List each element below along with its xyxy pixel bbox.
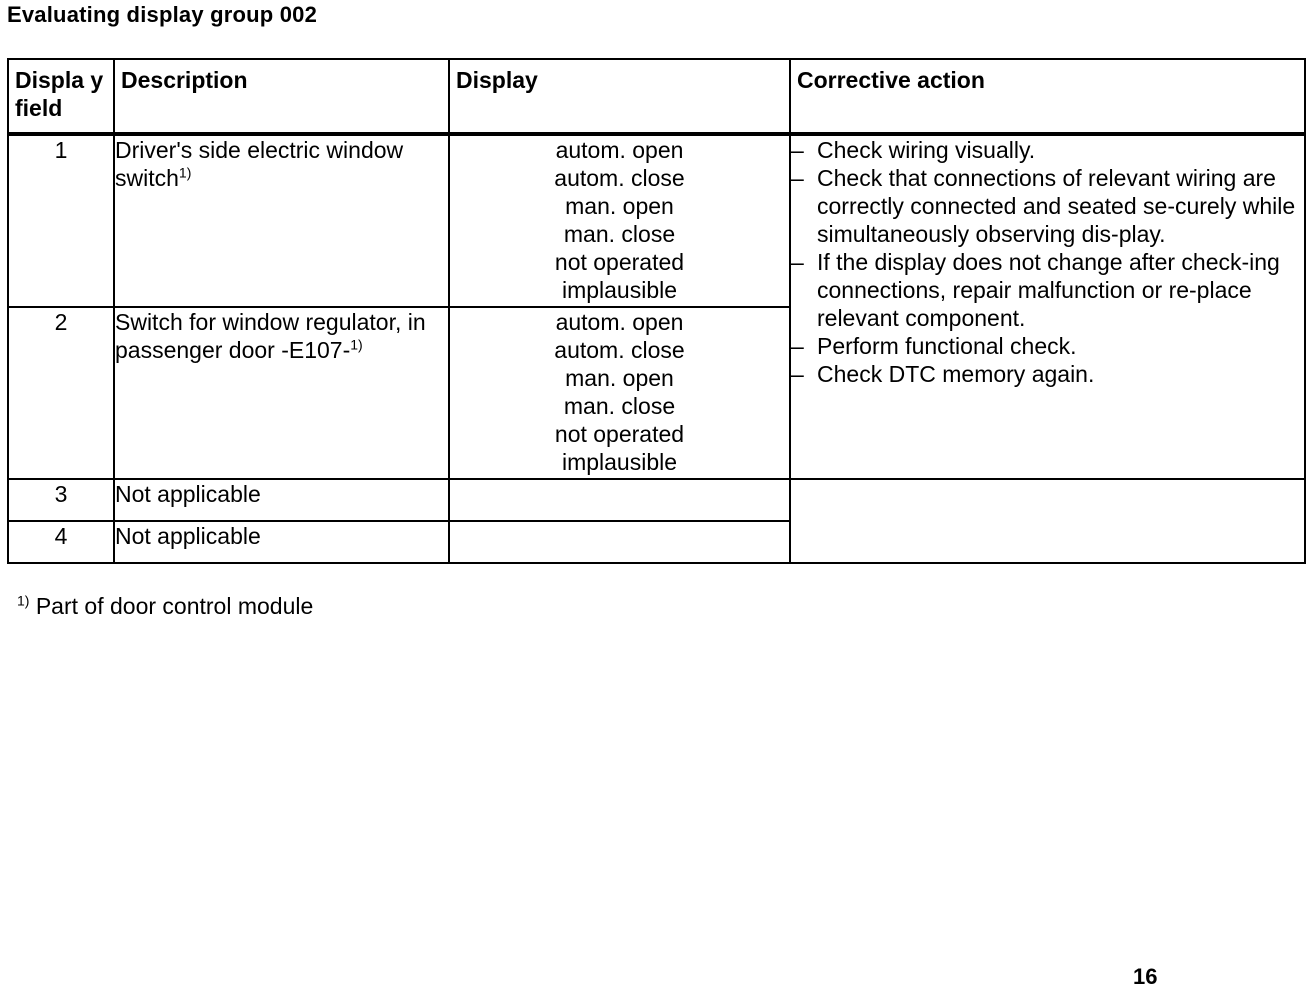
footnote: [17, 593, 313, 620]
display-value: man. close: [563, 393, 676, 419]
row-field-number: 4: [8, 521, 114, 563]
display-value: not operated: [554, 249, 685, 275]
footnote-ref: 1): [350, 336, 363, 353]
description-text: Switch for window regulator, in passenger door -E107-: [115, 309, 426, 363]
list-item: – Check that connections of relevant wiring are correctly connected and seated se-curely while simultaneously observing dis-play.: [791, 165, 1296, 247]
display-value: autom. close: [554, 165, 685, 191]
display-value: man. open: [565, 365, 674, 391]
page-title: Evaluating display group 002: [7, 2, 318, 27]
header-description: Description: [114, 59, 449, 134]
row-description: Not applicable: [114, 479, 449, 521]
footnote-marker: 1): [17, 592, 30, 609]
display-value: autom. close: [554, 337, 685, 363]
description-text: Driver's side electric window switch: [115, 137, 404, 191]
row-description: [114, 134, 449, 307]
row-description: Not applicable: [114, 521, 449, 563]
header-display: Display: [449, 59, 790, 134]
row-display-values: [449, 479, 790, 521]
row-description: [114, 307, 449, 479]
list-item: – Perform functional check.: [791, 333, 1077, 359]
corrective-action-list: [791, 136, 1304, 388]
header-display-field: Displa y field: [8, 59, 114, 134]
display-value: implausible: [561, 449, 678, 475]
table-row: [8, 134, 1305, 307]
display-value: autom. open: [555, 309, 684, 335]
display-value: implausible: [561, 277, 678, 303]
header-corrective-action: Corrective action: [790, 59, 1305, 134]
display-value: not operated: [554, 421, 685, 447]
corrective-action-cell: [790, 134, 1305, 479]
display-value: autom. open: [555, 137, 684, 163]
row-field-number: 1: [8, 134, 114, 307]
row-display-values: [449, 307, 790, 479]
page-number: 16: [1133, 964, 1158, 989]
footnote-text: Part of door control module: [35, 593, 314, 619]
row-display-values: [449, 521, 790, 563]
list-item: – Check DTC memory again.: [791, 361, 1095, 387]
row-field-number: 3: [8, 479, 114, 521]
row-display-values: [449, 134, 790, 307]
row-field-number: 2: [8, 307, 114, 479]
display-value: man. close: [563, 221, 676, 247]
table-row: [8, 479, 1305, 521]
footnote-ref: 1): [178, 164, 192, 181]
list-item: – Check wiring visually.: [791, 137, 1036, 163]
table-header-row: [8, 59, 1305, 134]
display-group-table: [7, 58, 1306, 564]
display-value: man. open: [565, 193, 674, 219]
list-item: – If the display does not change after check-ing connections, repair malfunction or re-place relevant component.: [791, 249, 1280, 331]
corrective-action-cell: [790, 479, 1305, 563]
